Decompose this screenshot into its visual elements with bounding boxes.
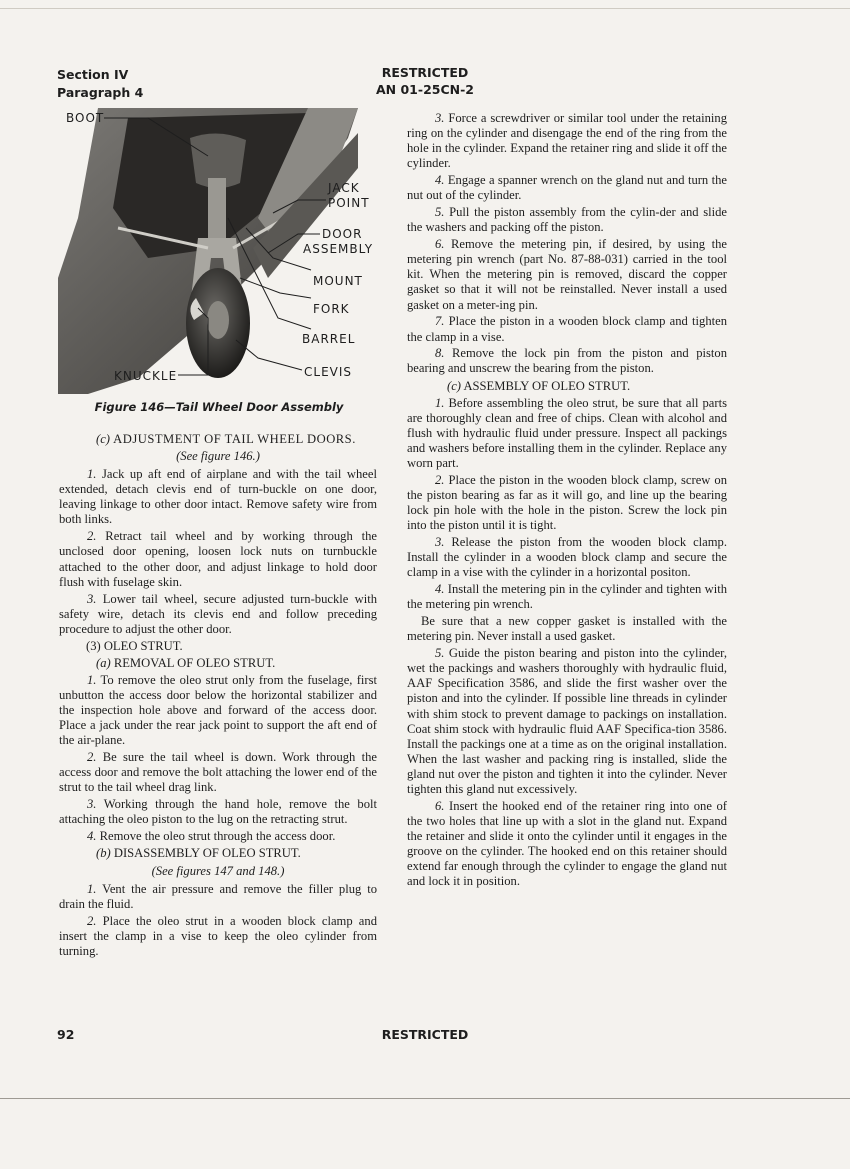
tail-wheel-door-assembly-photo [58, 108, 380, 394]
label-door-assembly-2: ASSEMBLY [303, 242, 374, 256]
barrel [208, 178, 226, 248]
document-number: AN 01-25CN-2 [376, 82, 474, 97]
label-jack-point-1: JACK [328, 181, 360, 195]
paragraph: 2. Place the oleo strut in a wooden block clamp and insert the clamp in a vise to keep the oleo cylinder from turning. [59, 913, 377, 958]
removal-heading: (a) REMOVAL OF OLEO STRUT. [96, 655, 276, 670]
scan-edge-bottom [0, 1098, 850, 1099]
disassembly-steps-continued [407, 111, 727, 377]
paragraph: 6. Remove the metering pin, if desired, by using the metering pin wrench (part No. 87-88-031) carried in the tool kit. When the metering pin is removed, discard the copper gasket so that it will not be reinstalled. Never install a used gasket on a meter-ing pin. [407, 237, 727, 312]
assembly-heading: (c) ASSEMBLY OF OLEO STRUT. [447, 378, 631, 393]
oleo-strut-heading: (3) OLEO STRUT. [86, 638, 183, 653]
paragraph: 6. Insert the hooked end of the retainer ring into one of the two holes that line up with a slot in the gland nut. Expand the retainer and slide it onto the cylinder until it engages in the groove on the cylinder. The hooked end on this retainer should extend far enough through the cylinder to engage the gland nut and lock it in position. [407, 798, 727, 889]
figure-caption: Figure 146—Tail Wheel Door Assembly [94, 400, 344, 414]
paragraph: 5. Guide the piston bearing and piston into the cylinder, wet the packings and washers thoroughly with hydraulic fluid, AAF Specification 3586, and slide the first washer over the piston and into the cylinder. If possible line threads in cylinder with shim stock to prevent damage to packings on installation. Coat shim stock with hydraulic fluid AAF Specifica-tion 3586. Install the packings one at a time as on the original installation. When the last washer and packing ring is installed, slide the gland nut over the piston and tighten it into the cylinder. Never tighten this gland nut excessively. [407, 646, 727, 796]
adjustment-heading [59, 432, 377, 447]
label-jack-point-2: POINT [328, 196, 370, 210]
adjustment-see-figure: (See figure 146.) [176, 449, 260, 464]
label-fork: FORK [313, 302, 350, 316]
paragraph: 8. Remove the lock pin from the piston and piston bearing and unscrew the bearing from the piston. [407, 346, 727, 376]
disassembly-see-figures: (See figures 147 and 148.) [151, 863, 285, 878]
classification-footer: RESTRICTED [381, 1027, 469, 1042]
page-number: 92 [57, 1027, 75, 1042]
paragraph: 1. To remove the oleo strut only from the fuselage, first unbutton the access door below the horizontal stabilizer and the inspection hole above and forward of the access door. Place a jack under the rear jack point to support the aft end of the air-plane. [59, 673, 377, 748]
adjustment-heading-text: ADJUSTMENT OF TAIL WHEEL DOORS. [113, 432, 356, 446]
gasket-note: Be sure that a new copper gasket is installed with the metering pin. Never install a used gasket. [407, 614, 727, 644]
paragraph: 3. Force a screwdriver or similar tool under the retaining ring on the cylinder and disengage the end of the ring from the hole in the cylinder. Expand the retainer ring and slide it off the cylinder. [407, 111, 727, 171]
section-label: Section IV [57, 67, 129, 82]
paragraph: 3. Release the piston from the wooden block clamp. Install the cylinder in a wooden block clamp and secure the clamp in a vise with the cylinder in a horizontal positon. [407, 535, 727, 580]
paragraph: 7. Place the piston in a wooden block clamp and tighten the clamp in a vise. [407, 314, 728, 344]
right-column [407, 111, 727, 891]
label-boot: BOOT [66, 111, 105, 125]
adjustment-heading-number: (c) [96, 432, 110, 446]
paragraph: 5. Pull the piston assembly from the cylin-der and slide the washers and packing off the piston. [407, 205, 727, 235]
paragraph: 4. Install the metering pin in the cylinder and tighten with the metering pin wrench. [407, 582, 728, 612]
label-clevis: CLEVIS [304, 365, 353, 379]
paragraph: 1. Vent the air pressure and remove the filler plug to drain the fluid. [59, 881, 378, 911]
paragraph: 2. Retract tail wheel and by working through the unclosed door opening, loosen lock nuts on turnbuckle attached to the other door, and adjust linkage to hold door flush with fuselage skin. [59, 529, 377, 589]
disassembly-steps [59, 882, 377, 959]
classification-header: RESTRICTED [381, 65, 469, 80]
label-mount: MOUNT [313, 274, 363, 288]
paragraph: 2. Be sure the tail wheel is down. Work through the access door and remove the bolt attaching the lower end of the strut to the tail wheel drag link. [59, 750, 377, 795]
tail-wheel-hub [207, 301, 229, 339]
paragraph: 3. Lower tail wheel, secure adjusted turn-buckle with safety wire, detach its clevis end and follow preceding procedure to adjust the other door. [59, 591, 377, 636]
paragraph: 3. Working through the hand hole, remove the bolt attaching the oleo piston to the lug on the retracting strut. [59, 797, 377, 827]
paragraph: 4. Remove the oleo strut through the access door. [87, 829, 336, 844]
paragraph: 1. Jack up aft end of airplane and with the tail wheel extended, detach clevis end of turn-buckle on one door, leaving linkage to other door intact. Remove safety wire from both links. [59, 467, 377, 527]
paragraph: 2. Place the piston in the wooden block clamp, screw on the piston bearing as far as it will go, and line up the bearing lock pin hole with the hole in the piston. Screw the lock pin into the piston until it is tight. [407, 472, 728, 533]
paragraph-label: Paragraph 4 [57, 85, 144, 100]
paragraph: 4. Engage a spanner wrench on the gland nut and turn the nut out of the cylinder. [407, 173, 727, 203]
label-barrel: BARREL [302, 332, 356, 346]
adjustment-steps [59, 467, 377, 637]
removal-steps [59, 673, 377, 844]
paragraph: 1. Before assembling the oleo strut, be sure that all parts are thoroughly clean and free of chips. Clean with alcohol and flush with hydraulic fluid under pressure. Inspect all packings and washers before installing them in the cylinder. Replace any worn part. [407, 395, 727, 471]
scan-edge-top [0, 8, 850, 9]
label-knuckle: KNUCKLE [114, 369, 178, 383]
assembly-steps [407, 396, 727, 890]
left-column [59, 430, 377, 961]
label-door-assembly-1: DOOR [322, 227, 363, 241]
header-center [0, 64, 850, 98]
disassembly-heading: (b) DISASSEMBLY OF OLEO STRUT. [96, 846, 301, 861]
